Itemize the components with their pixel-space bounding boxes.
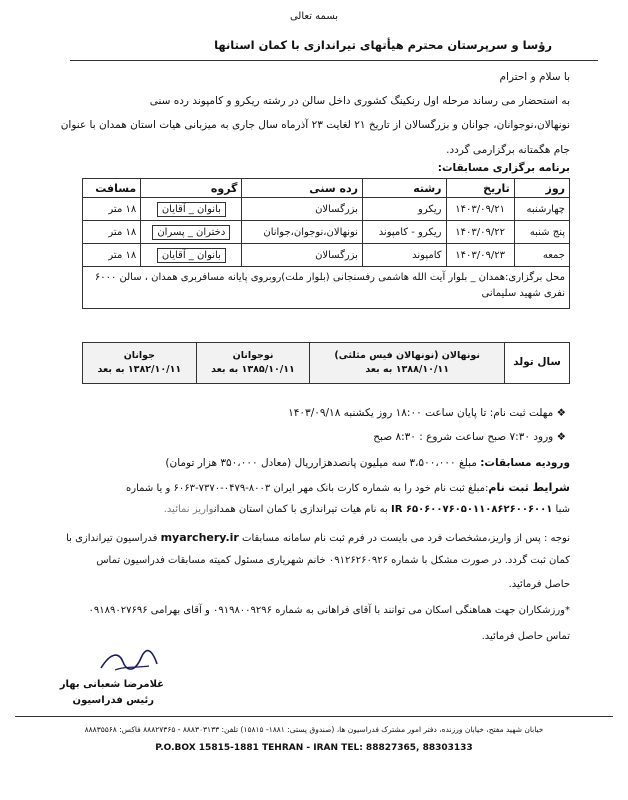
cell-date: ۱۴۰۳/۰۹/۲۱ (446, 198, 514, 221)
cell-discipline: کامپوند (362, 244, 446, 267)
cell-gender-group-text: بانوان _ آقایان (157, 202, 226, 217)
age-cell-title: نوجوانان (232, 349, 274, 361)
header-age-group: رده سنی (242, 179, 363, 198)
note-prefix: نوجه : پس از واریز،مشخصات فرد می بایست در فرم ثبت نام سامانه مسابقات (242, 533, 570, 544)
header-gender-group: گروه (141, 179, 242, 198)
birth-year-label: سال تولد (505, 343, 570, 384)
age-cell-value: ۱۳۸۲/۱۰/۱۱ به بعد (97, 364, 182, 375)
website-link[interactable]: myarchery.ir (160, 531, 239, 544)
cell-age-group: نونهالان،نوجوان،جوانان (242, 221, 363, 244)
accommodation-line-2: تماس حاصل فرمائید. (481, 631, 570, 642)
entry-line (46, 432, 566, 443)
conditions-text: :مبلغ ثبت نام خود را به شماره کارت بانک مهر ایران ۸۰۰۳-۰۴۷۹-۷۳۷۰-۶۰۶۳ و یا شماره (126, 483, 489, 494)
footer-latin-contact: P.O.BOX 15815-1881 TEHRAN - IRAN TEL: 88827365, 88303133 (155, 743, 473, 753)
signatory-title: رئیس فدراسیون (72, 695, 154, 706)
cell-distance: ۱۸ متر (83, 244, 141, 267)
conditions-end: واریز نمائید. (163, 504, 214, 515)
deadline-line (46, 408, 566, 419)
cell-gender-group (141, 244, 242, 267)
greeting: با سلام و احترام (499, 71, 570, 83)
age-cell-value: ۱۳۸۸/۱۰/۱۱ به بعد (365, 364, 450, 375)
table-row (83, 244, 570, 267)
fee-text: مبلغ ۳،۵۰۰،۰۰۰ سه میلیون پانصدهزارریال (معادل ۳۵۰،۰۰۰ هزار تومان) (165, 457, 477, 469)
accommodation-line-1: *ورزشکاران جهت هماهنگی اسکان می توانند با آقای فراهانی به شماره ۰۹۱۹۸۰۰۹۲۹۶ و آقای بهرامی ۰۹۱۸۹۰۲۷۶۹۶ (88, 605, 570, 616)
cell-gender-group (141, 221, 242, 244)
cell-discipline: ریکرو - کامپوند (362, 221, 446, 244)
cell-gender-group-text: دختران _ پسران (152, 225, 230, 240)
recipients-heading: رؤسا و سرپرستان محترم هیأتهای تیراندازی با کمان استانها (214, 38, 552, 52)
bullet-icon: ❖ (553, 407, 566, 419)
age-cell-title: نونهالان (نونهالان فیس مثلثی) (334, 349, 480, 361)
header-discipline: رشته (362, 179, 446, 198)
cell-date: ۱۴۰۳/۰۹/۲۲ (446, 221, 514, 244)
basmala: بسمه تعالی (289, 11, 339, 22)
table-row (83, 221, 570, 244)
venue-cell: محل برگزاری:همدان _ بلوار آیت الله هاشمی رفسنجانی (بلوار ملت)روبروی پایانه مسافربری همدان ، سالن ۶۰۰۰ نفری شهید سلیمانی (83, 267, 570, 309)
header-date: تاریخ (446, 179, 514, 198)
age-cell-junior (83, 343, 197, 384)
age-cell-cadet-young (310, 343, 505, 384)
header-distance: مسافت (83, 179, 141, 198)
conditions-tail: به نام هیات تیراندازی با کمان استان همدان (213, 504, 388, 515)
conditions-line-2 (50, 505, 570, 515)
registration-deadline: مهلت ثبت نام: تا پایان ساعت ۱۸:۰۰ روز یکشنبه ۱۴۰۳/۰۹/۱۸ (288, 407, 554, 419)
cell-day: چهارشنبه (514, 198, 569, 221)
cell-age-group: بزرگسالان (242, 198, 363, 221)
fee-line (50, 458, 570, 469)
age-cell-title: جوانان (123, 349, 155, 361)
venue-row (83, 267, 570, 309)
body-line-3: جام هگمتانه برگزارمی گردد. (446, 144, 570, 156)
cell-day: پنج شنبه (514, 221, 569, 244)
iban-number: IR ۶۵۰۶۰۰۷۶۰۵۰۱۱۰۸۶۲۶۰۰۶۰۰۱ (390, 504, 553, 515)
birth-year-table (82, 342, 570, 384)
body-line-2: نونهالان،نوجوانان، جوانان و بزرگسالان از تاریخ ۲۱ لغایت ۲۳ آذرماه سال جاری به میزبانی هیات استان همدان با عنوان (60, 119, 570, 131)
age-cell-value: ۱۳۸۵/۱۰/۱۱ به بعد (211, 364, 295, 375)
footer-address: خیابان شهید مفتح، خیابان ورزنده، دفتر امور مشترک فدراسیون ها، (صندوق پستی: ۱۸۸۱- ۱۵۸۱۵) تلفن: ۸۸۸۳۰۳۱۳۳ - ۸۸۸۲۷۳۶۵ فاکس: ۸۸۸۳۵۵۶۸ (84, 725, 544, 734)
cell-date: ۱۴۰۳/۰۹/۲۳ (446, 244, 514, 267)
cell-distance: ۱۸ متر (83, 198, 141, 221)
handwritten-signature (97, 648, 161, 674)
age-cell-cadet (196, 343, 310, 384)
schedule-title: برنامه برگزاری مسابقات: (437, 162, 570, 174)
cell-day: جمعه (514, 244, 569, 267)
cell-distance: ۱۸ متر (83, 221, 141, 244)
entry-time: ورود ۷:۳۰ صبح ساعت شروع : ۸:۳۰ صبح (373, 431, 554, 443)
bullet-icon: ❖ (553, 431, 566, 443)
note-suffix: فدراسیون تیراندازی با (66, 533, 158, 544)
conditions-line-1 (50, 482, 570, 494)
cell-age-group: بزرگسالان (242, 244, 363, 267)
header-day: روز (514, 179, 569, 198)
birth-year-row (83, 343, 570, 384)
note-line-3: حاصل فرمائید. (508, 579, 570, 590)
signatory-name: غلامرضا شعبانی بهار (59, 679, 164, 690)
footer-divider (15, 716, 613, 717)
fee-label: ورودیه مسابقات: (480, 457, 570, 469)
schedule-header-row (83, 179, 570, 198)
header-divider (70, 60, 598, 61)
cell-gender-group (141, 198, 242, 221)
note-line-1 (50, 532, 570, 544)
conditions-label: شرایط ثبت نام (488, 481, 570, 494)
schedule-table (82, 178, 570, 309)
cell-gender-group-text: بانوان _ آقایان (157, 248, 226, 263)
table-row (83, 198, 570, 221)
body-line-1: به استحضار می رساند مرحله اول رنکینگ کشوری داخل سالن در رشته ریکرو و کامپوند رده سنی (149, 95, 570, 107)
iban-prefix: شبا (555, 504, 570, 515)
note-line-2: کمان ثبت گردد. در صورت مشکل با شماره ۰۹۱۲۶۲۶۰۹۲۶ خانم شهریاری مسئول کمیته مسابقات فدراسیون تماس (96, 555, 570, 566)
cell-discipline: ریکرو (362, 198, 446, 221)
